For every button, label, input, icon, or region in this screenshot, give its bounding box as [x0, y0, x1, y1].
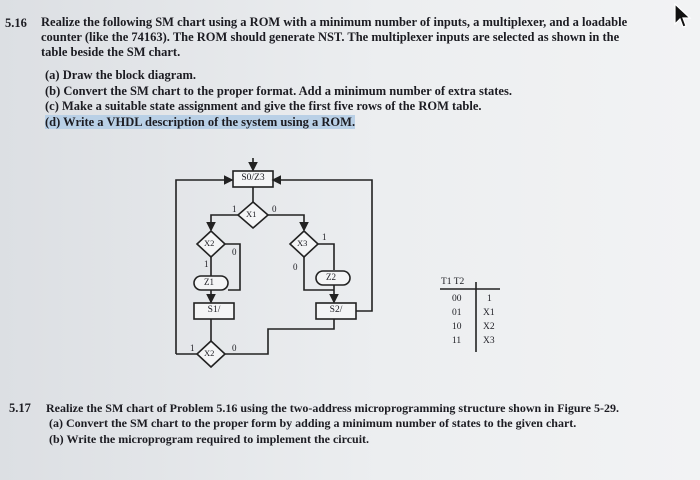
- part-c: (c) Make a suitable state assignment and give the first five rows of the ROM table.: [45, 99, 482, 113]
- problem-516-line-3: table beside the SM chart.: [41, 45, 181, 59]
- output-label-z1: Z1: [204, 277, 214, 287]
- problem-517-parts: [49, 416, 576, 447]
- branch-label-x2b-one: 1: [190, 343, 195, 353]
- problem-number-517: 5.17: [9, 401, 31, 415]
- problem-number-516: 5.16: [5, 16, 27, 30]
- decision-label-x1: X1: [246, 209, 257, 219]
- branch-label-x3-zero: 0: [293, 262, 298, 272]
- decision-label-x3: X3: [297, 238, 308, 248]
- mux-row-code: 11: [452, 336, 462, 346]
- state-label-s0: S0/Z3: [241, 173, 265, 183]
- mux-table-codes: [452, 292, 462, 348]
- part-517-a: (a) Convert the SM chart to the proper form by adding a minimum number of states to the given chart.: [49, 416, 577, 430]
- mux-row-input: 1: [487, 294, 492, 304]
- branch-label-x1-zero: 0: [272, 204, 277, 214]
- part-a: (a) Draw the block diagram.: [45, 68, 197, 82]
- mux-row-code: 00: [452, 294, 462, 304]
- decision-label-x2-bottom: X2: [204, 348, 215, 358]
- branch-label-x1-one: 1: [232, 204, 237, 214]
- mux-table-header: T1 T2: [441, 277, 465, 287]
- state-label-s2: S2/: [329, 305, 343, 315]
- output-label-z2: Z2: [326, 272, 336, 282]
- mux-row-code: 10: [452, 322, 462, 332]
- mux-row-code: 01: [452, 308, 462, 318]
- state-label-s1: S1/: [207, 305, 221, 315]
- mux-row-input: X3: [483, 336, 495, 346]
- branch-label-x3-one: 1: [322, 232, 327, 242]
- branch-label-x2-zero: 0: [232, 247, 237, 257]
- part-b: (b) Convert the SM chart to the proper format. Add a minimum number of extra states.: [45, 83, 512, 98]
- branch-label-x2b-zero: 0: [232, 343, 237, 353]
- part-d-highlighted: (d) Write a VHDL description of the system using a ROM.: [45, 114, 356, 129]
- part-517-b: (b) Write the microprogram required to implement the circuit.: [49, 431, 370, 446]
- problem-516-line-2: counter (like the 74163). The ROM should generate NST. The multiplexer inputs are selected as shown in the: [41, 30, 620, 44]
- branch-label-x2-one: 1: [204, 259, 209, 269]
- mux-row-input: X1: [483, 308, 495, 318]
- problem-517-line-1: Realize the SM chart of Problem 5.16 using the two-address microprogramming structure shown in Figure 5-29.: [46, 401, 619, 415]
- mux-table-inputs: [483, 292, 495, 348]
- decision-label-x2-top: X2: [204, 238, 215, 248]
- problem-516-line-1: Realize the following SM chart using a ROM with a minimum number of inputs, a multiplexer, and a loadable: [41, 15, 628, 29]
- mux-row-input: X2: [483, 322, 495, 332]
